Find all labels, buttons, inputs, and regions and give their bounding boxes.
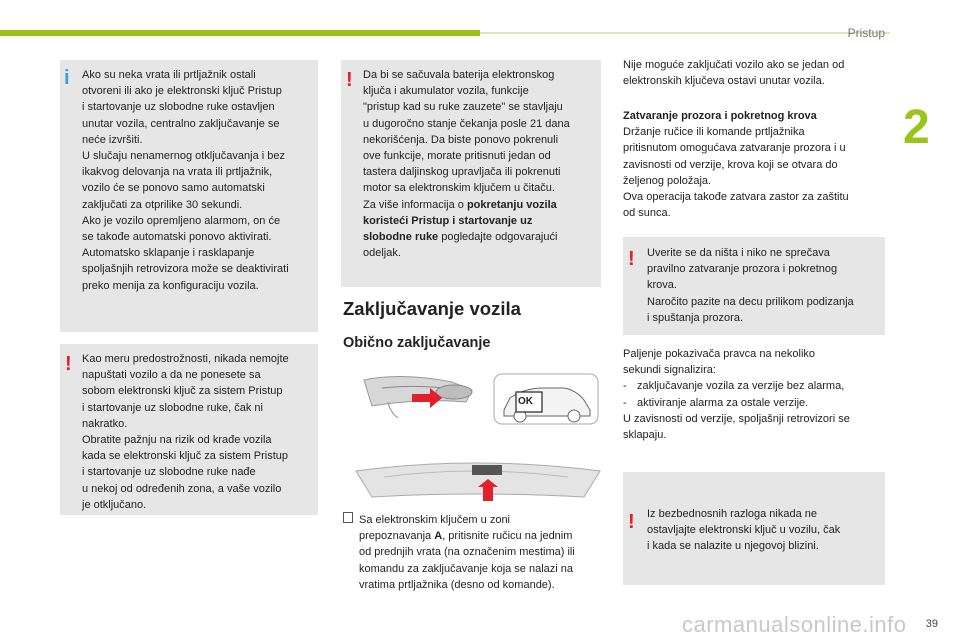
- text-line: kada se elektronski ključ za sistem Pristup: [82, 450, 289, 463]
- text-line: neće izvršiti.: [82, 133, 143, 146]
- text-line: ostavljajte elektronski ključ u vozilu, čak: [647, 524, 841, 537]
- text-line: sekundi signalizira:: [623, 364, 716, 377]
- text-line: Da bi se sačuvala baterija elektronskog: [363, 69, 555, 81]
- info-icon: i: [64, 67, 70, 89]
- text-line: Iz bezbednosnih razloga nikada ne: [647, 508, 818, 520]
- text-line: spoljašnjih retrovizora može se deaktivirati: [82, 263, 289, 276]
- text-line: pravilno zatvaranje prozora i pokretnog: [647, 263, 838, 276]
- text-line: i kada se nalazite u njegovoj blizini.: [647, 540, 819, 553]
- arrow-bullet-icon: [343, 512, 353, 523]
- section-title: Pristup: [847, 26, 885, 40]
- text-line: željenog položaja.: [623, 174, 712, 187]
- subsection-title: Zatvaranje prozora i pokretnog krova: [623, 110, 817, 122]
- text-line: U slučaju nenamernog otključavanja i bez: [82, 150, 286, 163]
- text-line: Kao meru predostrožnosti, nikada nemojte: [82, 353, 289, 365]
- text-line: [343, 528, 605, 544]
- text-line: nakratko.: [82, 417, 128, 430]
- text-line: Ova operacija takođe zatvara zastor za zaštitu: [623, 191, 849, 204]
- warning-box-theft: [60, 344, 318, 515]
- text-line: elektronskih ključeva ostavi unutar vozila.: [623, 75, 825, 88]
- text-line: ikakvog delovanja na vrata ili prtljažnik,: [82, 166, 273, 179]
- warning-icon: !: [346, 69, 353, 91]
- text-line: unutar vozila, centralno zaključavanje se: [82, 117, 280, 130]
- bold-span: A: [434, 530, 443, 543]
- text-line: nekorišćenja. Da biste ponovo pokrenuli: [363, 133, 559, 146]
- text-line: koristeći Pristup i startovanje uz: [363, 214, 533, 227]
- text-line: zavisnosti od verzije, krova koji se otvara do: [623, 158, 838, 171]
- lock-instruction: [343, 512, 605, 593]
- warning-box-text: [363, 67, 599, 261]
- text-line: "pristup kad su ruke zauzete" se stavljaju: [363, 101, 563, 114]
- text-line: [363, 197, 599, 213]
- text-span: Za više informacija o: [363, 198, 467, 211]
- header-rule: [480, 32, 890, 34]
- text-line: zaključati za otprilike 30 sekundi.: [82, 198, 243, 211]
- text-line: vozilo će se ponovo samo automatski: [82, 182, 265, 195]
- page-number: 39: [925, 618, 938, 630]
- warning-box-text: [647, 506, 883, 555]
- bold-span: pokretanju vozila: [466, 198, 557, 211]
- text-line: u nekoj od određenih zona, a vaše vozilo: [82, 482, 282, 495]
- car-icon: [494, 374, 598, 424]
- warning-box-text: [82, 351, 316, 513]
- list-item: - aktiviranje alarma za ostale verzije.: [623, 395, 885, 411]
- text-line: Naročito pazite na decu prilikom podizanja: [647, 295, 854, 308]
- text-line: vratima prtljažnika (desno od komande).: [359, 578, 555, 591]
- text-line: odeljak.: [363, 247, 401, 260]
- text-line: Ako je vozilo opremljeno alarmom, on će: [82, 214, 281, 227]
- warning-box-text: [647, 245, 883, 326]
- text-line: sklapaju.: [623, 429, 667, 442]
- key-inside-note: [623, 57, 885, 89]
- text-span: , pritisnite ručicu na jednim: [442, 530, 573, 543]
- text-line: tastera daljinskog upravljača ili pokrenuti: [363, 166, 561, 179]
- text-line: i startovanje uz slobodne ruke ostavljen: [82, 101, 275, 114]
- warning-icon: !: [65, 353, 72, 375]
- text-span: prepoznavanja: [359, 530, 435, 543]
- bold-span: slobodne ruke: [363, 231, 439, 244]
- info-box: [60, 60, 318, 332]
- windows-closing-section: [623, 108, 885, 221]
- info-box-text: [82, 67, 316, 294]
- text-line: sobom elektronski ključ za sistem Pristup: [82, 385, 283, 398]
- warning-icon: !: [628, 511, 635, 533]
- section-heading: Zaključavanje vozila: [343, 298, 521, 319]
- text-line: [363, 229, 599, 245]
- text-span: pogledajte odgovarajući: [438, 231, 558, 244]
- text-line: i startovanje uz slobodne ruke nađe: [82, 466, 256, 479]
- text-line: ključa i akumulator vozila, funkcije: [363, 85, 529, 98]
- signal-section: [623, 346, 885, 443]
- text-line: se takođe automatski ponovo aktivirati.: [82, 231, 272, 244]
- text-line: Uverite se da ništa i niko ne sprečava: [647, 247, 830, 259]
- watermark: carmanualsonline.info: [682, 612, 907, 637]
- text-line: motor sa elektronskim ključem u čitaču.: [363, 182, 555, 195]
- warning-icon: !: [628, 248, 635, 270]
- text-line: ove funkcije, morate pritisnuti jedan od: [363, 150, 551, 163]
- chapter-number: 2: [903, 101, 930, 154]
- header-accent-bar: [0, 30, 480, 36]
- text-line: komandu za zaključavanje koja se nalazi na: [359, 562, 574, 575]
- warning-box-windows: [623, 237, 885, 335]
- ok-label: OK: [518, 396, 533, 407]
- tailgate-figure: [354, 455, 604, 515]
- text-line: Automatsko sklapanje i rasklapanje: [82, 247, 255, 260]
- text-line: Sa elektronskim ključem u zoni: [359, 514, 511, 526]
- text-line: krova.: [647, 279, 677, 292]
- door-handle-figure: [362, 368, 602, 428]
- text-line: U zavisnosti od verzije, spoljašnji retrovizori se: [623, 412, 850, 425]
- signal-list: [623, 378, 885, 410]
- warning-box-key: [623, 472, 885, 585]
- text-line: i startovanje uz slobodne ruke, čak ni: [82, 401, 263, 414]
- text-line: pritisnutom omogućava zatvaranje prozora i u: [623, 142, 846, 155]
- text-line: preko menija za konfiguraciju vozila.: [82, 279, 259, 292]
- text-line: otvoreni ili ako je elektronski ključ Pristup: [82, 85, 282, 98]
- text-line: Paljenje pokazivača pravca na nekoliko: [623, 348, 816, 360]
- text-line: Držanje ručice ili komande prtljažnika: [623, 126, 805, 139]
- subsection-heading: Obično zaključavanje: [343, 335, 491, 351]
- text-line: napuštati vozilo a da ne ponesete sa: [82, 369, 261, 382]
- list-item: - zaključavanje vozila za verzije bez alarma,: [623, 378, 885, 394]
- text-line: od prednjih vrata (na označenim mestima) ili: [359, 546, 575, 559]
- text-line: Obratite pažnju na rizik od krađe vozila: [82, 434, 272, 447]
- text-line: Ako su neka vrata ili prtljažnik ostali: [82, 69, 256, 81]
- warning-box-battery: [341, 60, 601, 287]
- text-line: u dugoročno stanje čekanja posle 21 dana: [363, 117, 570, 130]
- text-line: Nije moguće zaključati vozilo ako se jedan od: [623, 59, 845, 71]
- text-line: i spuštanja prozora.: [647, 311, 743, 324]
- text-line: je otključano.: [82, 498, 147, 511]
- text-line: od sunca.: [623, 207, 671, 220]
